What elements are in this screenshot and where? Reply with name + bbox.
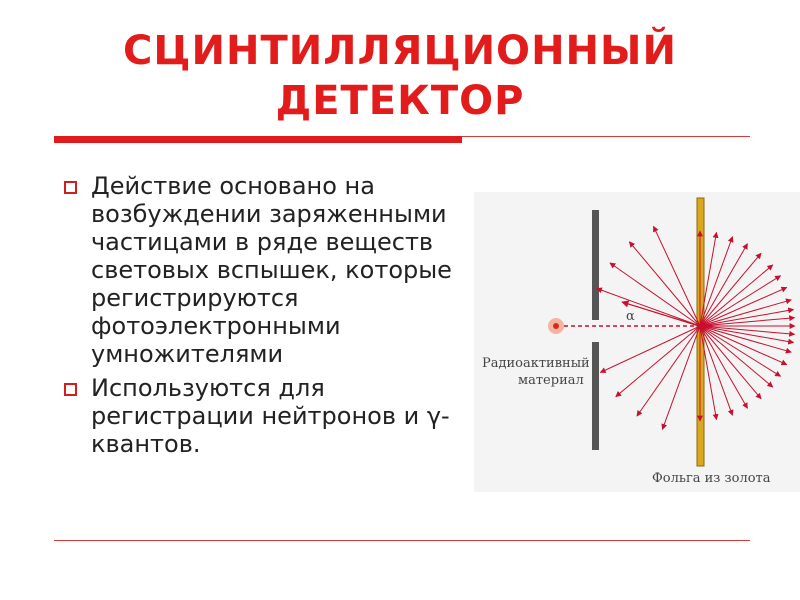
collimator-plate-top xyxy=(592,210,599,320)
bullet-item xyxy=(58,374,478,458)
scattered-ray xyxy=(700,287,787,326)
foil-label: Фольга из золота xyxy=(652,471,771,486)
scattered-ray xyxy=(700,253,761,326)
scattered-ray xyxy=(700,326,761,399)
diagram-svg xyxy=(474,192,800,492)
rutherford-scattering-diagram xyxy=(474,192,800,492)
title-line-1: СЦИНТИЛЛЯЦИОННЫЙ xyxy=(123,28,677,74)
title-line-2: ДЕТЕКТОР xyxy=(275,78,525,124)
alpha-label: α xyxy=(626,309,635,324)
bullet-item xyxy=(58,172,478,368)
scattered-ray xyxy=(600,326,700,373)
top-divider-thick xyxy=(54,136,462,143)
checkbox-bullet-icon xyxy=(64,383,77,396)
slide-title xyxy=(0,26,800,126)
source-label-line-1: Радиоактивный xyxy=(482,356,590,371)
source-label-line-2: материал xyxy=(518,373,584,388)
collimator-plate-bottom xyxy=(592,342,599,450)
bullet-text: Действие основано на возбуждении заряженными частицами в ряде веществ световых вспышек, которые регистрируются фотоэлектронными умножителями xyxy=(91,172,452,368)
bullet-text: Используются для регистрации нейтронов и γ-квантов. xyxy=(91,374,450,458)
scattered-rays xyxy=(597,226,795,429)
scattered-ray xyxy=(654,226,701,326)
bottom-divider xyxy=(54,540,750,541)
scattered-ray xyxy=(700,326,787,365)
checkbox-bullet-icon xyxy=(64,181,77,194)
bullet-list xyxy=(58,172,478,464)
